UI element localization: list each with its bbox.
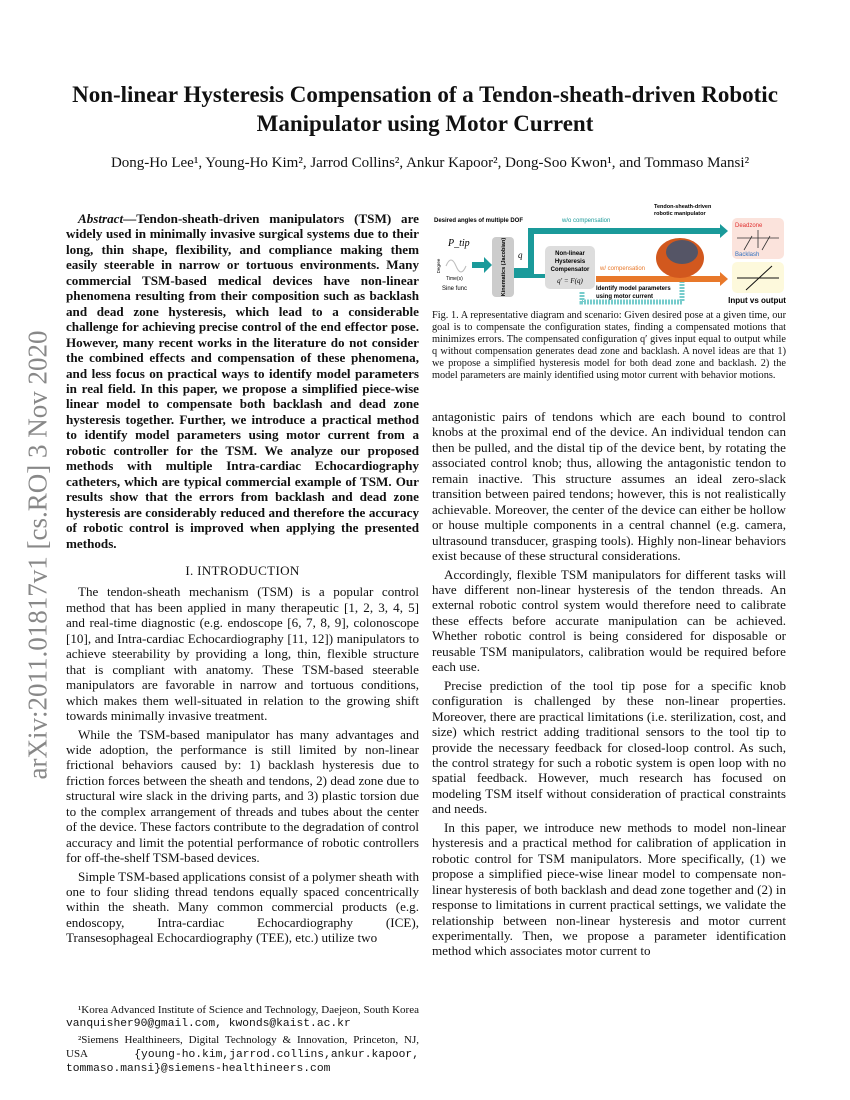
compensator-line: Non-linear [555, 251, 585, 257]
q-label: q [518, 250, 523, 260]
footnote-2: ²Siemens Healthineers, Digital Technology & Innovation, Princeton, NJ, USA {young-ho.kim,jarrod.collins,ankur.kapoor, tommaso.mansi}@siemens-healthineers.com [66, 1034, 419, 1075]
footnote-1: ¹Korea Advanced Institute of Science and Technology, Daejeon, South Korea vanquisher90@gmail.com, kwonds@kaist.ac.kr [66, 1003, 419, 1031]
sine-plot [446, 260, 466, 272]
kinematics-label: Kinematics (Jacobian) [501, 237, 507, 297]
arxiv-stamp: arXiv:2011.01817v1 [cs.RO] 3 Nov 2020 [22, 330, 53, 780]
identify-label: Identify model parameters [596, 286, 671, 292]
deadzone-label: Deadzone [735, 223, 763, 229]
abstract [66, 211, 419, 551]
robot-label: robotic manipulator [654, 211, 706, 217]
paragraph: Accordingly, flexible TSM manipulators for different tasks will have different non-linear hysteresis of the tendon threads. An external robotic control system would therefore need to calibrate these effects before accurate manipulation can be achieved. Whether robotic control is being considered for disposable or reusable TSM manipulators, calibration would be required before each use. [432, 566, 786, 675]
compensator-formula: q' = F(q) [557, 277, 583, 285]
footnote-1-email: vanquisher90@gmail.com, kwonds@kaist.ac.kr [66, 1018, 351, 1031]
robot-label: Tendon-sheath-driven [654, 204, 712, 210]
figure-caption: Fig. 1. A representative diagram and scenario: Given desired pose at a given time, our goal is to compensate the configuration states, finding a compensated motions that minimizes errors. The compensated configuration q′ gives input equal to output while q without compensation generates dead zone and backlash. A novel ideas are that 1) we propose a simplified hysteresis model for both dead zone and backlash. 2) the model parameters are mainly identified using motor current with behavior motions. [432, 310, 786, 382]
author-list: Dong-Ho Lee¹, Young-Ho Kim², Jarrod Collins², Ankur Kapoor², Dong-Soo Kwon¹, and Tommaso Mansi² [110, 155, 750, 171]
time-label: Time(s) [446, 276, 463, 282]
backlash-label: Backlash [735, 252, 760, 258]
w-compensation-arrow [596, 272, 728, 286]
paper-title: Non-linear Hysteresis Compensation of a Tendon-sheath-driven Robotic Manipulator using Motor Current [72, 82, 778, 136]
arrow-icon [472, 257, 492, 273]
abstract-label: Abstract [78, 211, 124, 226]
sine-label: Sine func [442, 286, 468, 292]
compensator-line: Compensator [550, 267, 590, 273]
right-column [432, 409, 786, 959]
footnote-2-email: {young-ho.kim,jarrod.collins,ankur.kapoor, tommaso.mansi}@siemens-healthineers.com [66, 1048, 419, 1075]
compensator-line: Hysteresis [554, 259, 586, 265]
wo-label: w/o compensation [562, 218, 611, 224]
paragraph: Simple TSM-based applications consist of a polymer sheath with one to four sliding thread tendons equally spaced concentrically within the sheath. Many common commercial products (e.g. endoscopy, Intra-cardiac Echocardiography (ICE), Transesophageal Echocardiography (TEE), etc.) utilize two [66, 868, 419, 946]
left-column [66, 211, 419, 1076]
ptip-label: P_tip [448, 238, 470, 249]
io-label: Input vs output [728, 296, 786, 305]
paragraph: antagonistic pairs of tendons which are each bound to control knobs at the proximal end of the device. An individual tendon can then be pulled, and the distal tip of the device bent, by rotating the associated control knob; thus, allowing the antagonistic tendon to remain inactive. This structure assumes an ideal zero-slack transition between paired tendons; however, this is not realistically achievable. Moreover, the center of the device can either be hollow or house multiple components in a central channel (e.g. camera, ultrasound transducer, grasping tools). Highly non-linear behaviors exist because of these structural considerations. [432, 409, 786, 564]
robot-body [666, 240, 698, 264]
w-label: w/ compensation [600, 266, 646, 272]
paragraph: In this paper, we introduce new methods to model non-linear hysteresis and a practical method for calibration of application in robotic control for TSM manipulators. More specifically, (1) we propose a simplified piece-wise linear model to compensate non-linear hysteresis of both backlash and dead zone together and (2) in response to limitations in current practical settings, we validate the relationship between non-linear hysteresis and motor current experimentally. Then, we propose a parameter identification method which associates motor current to [432, 819, 786, 959]
paragraph: The tendon-sheath mechanism (TSM) is a popular control method that has been applied in many therapeutic [1, 2, 3, 4, 5] and real-time diagnostic (e.g. endoscope [6, 7, 8, 9], colonoscope [10], and Intra-cardiac Echocardiography [11, 12]) manipulators to achieve steerability by providing a long, thin, flexible structure that is compliant with anatomy. These TSM-based steerable manipulators are favorable in narrow and tortuous conditions, which makes them well-situated in relation to the growing shift towards minimally invasive treatment. [66, 584, 419, 724]
desired-label: Desired angles of multiple DOF [434, 218, 524, 224]
paragraph: While the TSM-based manipulator has many advantages and wide adoption, the performance is still limited by non-linear frictional behaviors caused by: 1) backlash hysteresis due to friction forces between the sheath and tendons, 2) dead zone due to structural wire slack in the driving parts, and 3) plastic torsion due to the complex arrangement of threads and tubes about the center of the device. These factors contribute to the degradation of control accuracy and limit the potential performance of robotic controllers for off-the-shelf TSM-based devices. [66, 726, 419, 866]
paragraph: Precise prediction of the tool tip pose for a specific knob configuration is challenged by these non-linear properties. Moreover, there are practical limitations (i.e. sterilization, cost, and size) which restrict adding traditional sensors to the tool tip to provide the necessary feedback for closed-loop control. As such, the control strategy for such a robotic system is open loop with no spatial feedback. However, much research has focused on modeling TSM itself without consideration of practical constraints and needs. [432, 677, 786, 817]
footnotes [66, 994, 419, 1076]
figure-1-diagram [432, 200, 787, 305]
identify-label: using motor current [596, 294, 654, 300]
degree-label: Degree [436, 258, 441, 274]
abstract-text: —Tendon-sheath-driven manipulators (TSM) are widely used in minimally invasive surgical systems due to their long, thin shape, flexibility, and compliance making them easily steerable in narrow or tortuous environments. Many commercial TSM-based medical devices have non-linear phenomena resulting from their composition such as backlash and dead zone hysteresis, which lead to a considerable challenge for achieving precise control of the end effector pose. However, many recent works in the literature do not consider the combined effects and compensation of these phenomena, and less focus on practical ways to identify model parameters in real field. In this paper, we propose a simplified piece-wise linear model to compensate both backlash and dead zone hysteresis together. Further, we introduce a practical method to identify model parameters using motor current from a robotic controller for the TSM. We analyze our proposed methods with multiple Intra-cardiac Echocardiography catheters, which are typical commercial example of TSM. Our results show that the errors from backlash and dead zone hysteresis are considerably reduced and therefore the accuracy of robotic control is improved when applying the presented methods. [66, 211, 419, 551]
section-heading: I. INTRODUCTION [185, 562, 300, 578]
